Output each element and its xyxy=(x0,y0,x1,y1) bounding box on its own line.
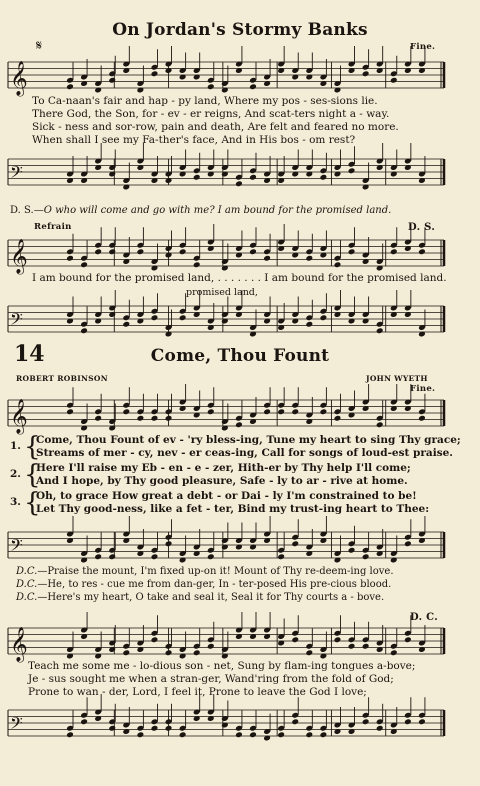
note-icon xyxy=(334,290,342,318)
note-icon xyxy=(66,632,74,660)
refrain-lyric: I am bound for the promised land, . . . . . . . I am bound for the promised land. xyxy=(32,272,447,284)
note-icon xyxy=(80,59,88,87)
note-icon xyxy=(249,310,257,338)
note-icon xyxy=(390,536,398,564)
note-icon xyxy=(235,612,243,640)
note-icon xyxy=(334,240,342,268)
bass-clef-icon: 𝄢 xyxy=(10,309,23,333)
note-icon xyxy=(249,612,257,640)
note-icon xyxy=(320,153,328,181)
note-icon xyxy=(334,536,342,564)
note-icon xyxy=(305,397,313,425)
note-icon xyxy=(94,227,102,255)
note-icon xyxy=(108,290,116,318)
note-icon xyxy=(376,46,384,74)
note-icon xyxy=(66,387,74,415)
note-icon xyxy=(305,150,313,178)
note-icon xyxy=(94,143,102,171)
note-icon xyxy=(151,532,159,560)
note-icon xyxy=(348,622,356,650)
dc-line xyxy=(16,592,384,603)
note-icon xyxy=(66,234,74,262)
note-icon xyxy=(348,146,356,174)
note-icon xyxy=(94,632,102,660)
note-icon xyxy=(277,46,285,74)
brace: { xyxy=(24,432,41,462)
note-icon xyxy=(376,529,384,557)
note-icon xyxy=(221,701,229,729)
note-icon xyxy=(320,231,328,259)
note-icon xyxy=(221,297,229,325)
note-icon xyxy=(235,231,243,259)
note-icon xyxy=(165,46,173,74)
verse-line: Oh, to grace How great a debt - or Dai - ly I'm constrained to be! xyxy=(36,490,417,502)
dc-text: —He, to res - cue me from dan-ger, In - ter-posed His pre-cious blood. xyxy=(37,579,392,590)
verse-number: 3. xyxy=(10,496,21,508)
chorus-line: Teach me some me - lo-dious son - net, Sung by flam-ing tongues a-bove; xyxy=(28,660,416,672)
note-icon xyxy=(376,244,384,272)
note-icon xyxy=(404,290,412,318)
treble-clef-icon: 𝄞 xyxy=(10,61,28,96)
note-icon xyxy=(263,156,271,184)
note-icon xyxy=(320,710,328,738)
note-icon xyxy=(207,224,215,252)
note-icon xyxy=(305,628,313,656)
treble-clef-icon: 𝄞 xyxy=(10,239,28,274)
note-icon xyxy=(193,240,201,268)
note-icon xyxy=(207,303,215,331)
note-icon xyxy=(418,697,426,725)
note-icon xyxy=(277,224,285,252)
note-icon xyxy=(235,400,243,428)
note-icon xyxy=(221,523,229,551)
note-icon xyxy=(362,163,370,191)
refrain-label: Refrain xyxy=(34,222,72,232)
note-icon xyxy=(151,156,159,184)
segno-mark: 𝄋 xyxy=(36,38,43,54)
note-icon xyxy=(362,49,370,77)
verse-line: To Ca-naan's fair and hap - py land, Where my pos - ses-sions lie. xyxy=(32,95,378,107)
verse-number: 1. xyxy=(10,440,21,452)
note-icon xyxy=(221,404,229,432)
note-icon xyxy=(207,532,215,560)
note-icon xyxy=(390,290,398,318)
note-icon xyxy=(348,227,356,255)
music-staff-bass-3 xyxy=(0,528,480,568)
note-icon xyxy=(263,297,271,325)
ds-mark: D. S. xyxy=(408,222,436,233)
note-icon xyxy=(207,62,215,90)
note-icon xyxy=(193,628,201,656)
note-icon xyxy=(291,387,299,415)
verse-line: Come, Thou Fount of ev - 'ry bless-ing, Tune my heart to sing Thy grace; xyxy=(36,434,461,446)
note-icon xyxy=(263,234,271,262)
note-icon xyxy=(376,306,384,334)
note-icon xyxy=(362,622,370,650)
note-icon xyxy=(108,150,116,178)
note-icon xyxy=(137,66,145,94)
note-icon xyxy=(305,53,313,81)
note-icon xyxy=(348,46,356,74)
note-icon xyxy=(263,516,271,544)
note-icon xyxy=(418,310,426,338)
note-icon xyxy=(151,49,159,77)
note-icon xyxy=(137,394,145,422)
dc-line xyxy=(16,566,394,577)
note-icon xyxy=(263,612,271,640)
note-icon xyxy=(179,293,187,321)
note-icon xyxy=(320,59,328,87)
note-icon xyxy=(277,303,285,331)
hymn-number: 14 xyxy=(14,341,45,367)
note-icon xyxy=(179,632,187,660)
note-icon xyxy=(334,66,342,94)
note-icon xyxy=(221,150,229,178)
note-icon xyxy=(94,297,102,325)
note-icon xyxy=(193,153,201,181)
verse-line: Streams of mer - cy, nev - er ceas-ing, Call for songs of loud-est praise. xyxy=(36,447,453,459)
note-icon xyxy=(263,714,271,742)
treble-clef-icon: 𝄞 xyxy=(10,627,28,662)
note-icon xyxy=(207,622,215,650)
note-icon xyxy=(390,56,398,84)
note-icon xyxy=(151,394,159,422)
note-icon xyxy=(334,394,342,422)
note-icon xyxy=(193,391,201,419)
note-icon xyxy=(376,625,384,653)
note-icon xyxy=(221,632,229,660)
ds-text: —O who will come and go with me? I am bound for the promised land. xyxy=(33,205,392,216)
bass-clef-icon: 𝄢 xyxy=(10,713,23,737)
note-icon xyxy=(249,153,257,181)
dc-line xyxy=(16,579,391,590)
note-icon xyxy=(122,628,130,656)
note-icon xyxy=(221,244,229,272)
note-icon xyxy=(418,625,426,653)
note-icon xyxy=(390,384,398,412)
bass-clef-icon: 𝄢 xyxy=(10,535,23,559)
note-icon xyxy=(362,237,370,265)
note-icon xyxy=(80,697,88,725)
verse-line: Here I'll raise my Eb - en - e - zer, Hith-er by Thy help I'll come; xyxy=(36,462,411,474)
ds-prefix: D. S. xyxy=(10,205,34,216)
note-icon xyxy=(404,384,412,412)
note-icon xyxy=(122,237,130,265)
note-icon xyxy=(66,516,74,544)
note-icon xyxy=(404,519,412,547)
note-icon xyxy=(404,615,412,643)
dc-text: —Here's my heart, O take and seal it, Seal it for Thy courts a - bove. xyxy=(37,592,385,603)
note-icon xyxy=(122,707,130,735)
note-icon xyxy=(108,56,116,84)
note-icon xyxy=(122,300,130,328)
chorus-line: Je - sus sought me when a stran-ger, Wand'ring from the fold of God; xyxy=(28,673,394,685)
note-icon xyxy=(221,66,229,94)
note-icon xyxy=(418,394,426,422)
note-icon xyxy=(94,532,102,560)
note-icon xyxy=(390,628,398,656)
note-icon xyxy=(179,710,187,738)
music-staff-treble-1 xyxy=(0,58,480,98)
music-staff-bass-2 xyxy=(0,302,480,342)
note-icon xyxy=(249,710,257,738)
note-icon xyxy=(108,532,116,560)
note-icon xyxy=(404,697,412,725)
author-credit: JOHN WYETH xyxy=(366,374,428,383)
note-icon xyxy=(193,53,201,81)
note-icon xyxy=(277,619,285,647)
note-icon xyxy=(80,404,88,432)
note-icon xyxy=(277,387,285,415)
note-icon xyxy=(179,384,187,412)
note-icon xyxy=(291,231,299,259)
note-icon xyxy=(404,46,412,74)
treble-clef-icon: 𝄞 xyxy=(10,399,28,434)
note-icon xyxy=(277,710,285,738)
dc-prefix: D.C. xyxy=(16,579,38,590)
note-icon xyxy=(235,159,243,187)
note-icon xyxy=(334,615,342,643)
note-icon xyxy=(348,707,356,735)
note-icon xyxy=(376,704,384,732)
note-icon xyxy=(80,240,88,268)
note-icon xyxy=(137,529,145,557)
note-icon xyxy=(348,526,356,554)
note-icon xyxy=(108,625,116,653)
verse-line: Let Thy good-ness, like a fet - ter, Bind my trust-ing heart to Thee: xyxy=(36,503,430,515)
note-icon xyxy=(94,394,102,422)
note-icon xyxy=(80,612,88,640)
note-icon xyxy=(94,66,102,94)
music-staff-bass-1 xyxy=(0,155,480,195)
brace: { xyxy=(24,488,41,518)
note-icon xyxy=(320,293,328,321)
note-icon xyxy=(80,536,88,564)
note-icon xyxy=(122,516,130,544)
note-icon xyxy=(179,53,187,81)
bass-clef-icon: 𝄢 xyxy=(10,162,23,186)
note-icon xyxy=(404,143,412,171)
note-icon xyxy=(207,150,215,178)
note-icon xyxy=(418,516,426,544)
verse-line: Sick - ness and sor-row, pain and death, Are felt and feared no more. xyxy=(32,121,399,133)
note-icon xyxy=(376,400,384,428)
brace: { xyxy=(24,460,41,490)
dc-text: —Praise the mount, I'm fixed up-on it! Mount of Thy re-deem-ing love. xyxy=(37,566,394,577)
note-icon xyxy=(108,227,116,255)
note-icon xyxy=(291,53,299,81)
note-icon xyxy=(108,404,116,432)
note-icon xyxy=(305,234,313,262)
note-icon xyxy=(151,704,159,732)
note-icon xyxy=(348,391,356,419)
fine-mark: Fine. xyxy=(410,42,436,52)
note-icon xyxy=(249,523,257,551)
music-staff-treble-4 xyxy=(0,624,480,664)
note-icon xyxy=(291,297,299,325)
note-icon xyxy=(305,300,313,328)
note-icon xyxy=(263,59,271,87)
note-icon xyxy=(277,156,285,184)
hymn-title: On Jordan's Stormy Banks xyxy=(112,20,368,40)
note-icon xyxy=(137,297,145,325)
verse-number: 2. xyxy=(10,468,21,480)
note-icon xyxy=(122,387,130,415)
note-icon xyxy=(362,532,370,560)
fine-mark: Fine. xyxy=(410,384,436,394)
note-icon xyxy=(207,387,215,415)
note-icon xyxy=(66,156,74,184)
note-icon xyxy=(362,697,370,725)
note-icon xyxy=(305,710,313,738)
note-icon xyxy=(362,297,370,325)
music-staff-treble-3 xyxy=(0,396,480,436)
note-icon xyxy=(334,150,342,178)
note-icon xyxy=(249,62,257,90)
ds-instruction xyxy=(10,205,391,216)
note-icon xyxy=(418,156,426,184)
dc-prefix: D.C. xyxy=(16,592,38,603)
note-icon xyxy=(305,529,313,557)
note-icon xyxy=(137,625,145,653)
note-icon xyxy=(179,150,187,178)
note-icon xyxy=(249,227,257,255)
verse-line: When shall I see my Fa-ther's face, And in His bos - om rest? xyxy=(32,134,356,146)
music-staff-treble-2 xyxy=(0,236,480,276)
note-icon xyxy=(249,397,257,425)
refrain-sub-lyric: promised land, xyxy=(186,287,258,298)
note-icon xyxy=(66,297,74,325)
note-icon xyxy=(291,697,299,725)
note-icon xyxy=(235,710,243,738)
note-icon xyxy=(320,632,328,660)
note-icon xyxy=(193,529,201,557)
note-icon xyxy=(151,293,159,321)
note-icon xyxy=(376,143,384,171)
note-icon xyxy=(390,150,398,178)
hymn-title: Come, Thou Fount xyxy=(150,346,330,366)
note-icon xyxy=(179,227,187,255)
note-icon xyxy=(151,244,159,272)
note-icon xyxy=(291,615,299,643)
note-icon xyxy=(80,306,88,334)
dc-mark: D. C. xyxy=(410,612,439,623)
note-icon xyxy=(390,227,398,255)
note-icon xyxy=(137,710,145,738)
note-icon xyxy=(66,710,74,738)
note-icon xyxy=(122,46,130,74)
note-icon xyxy=(320,387,328,415)
note-icon xyxy=(80,156,88,184)
note-icon xyxy=(291,150,299,178)
note-icon xyxy=(263,387,271,415)
note-icon xyxy=(362,384,370,412)
note-icon xyxy=(348,297,356,325)
note-icon xyxy=(108,704,116,732)
note-icon xyxy=(66,62,74,90)
note-icon xyxy=(235,523,243,551)
composer-credit: ROBERT ROBINSON xyxy=(16,374,108,383)
note-icon xyxy=(291,519,299,547)
note-icon xyxy=(390,707,398,735)
chorus-line: Prone to wan - der, Lord, I feel it, Prone to leave the God I love; xyxy=(28,686,367,698)
note-icon xyxy=(179,536,187,564)
note-icon xyxy=(277,532,285,560)
note-icon xyxy=(122,163,130,191)
note-icon xyxy=(137,227,145,255)
verse-line: And I hope, by Thy good pleasure, Safe - ly to ar - rive at home. xyxy=(36,475,408,487)
note-icon xyxy=(151,615,159,643)
music-staff-bass-4 xyxy=(0,706,480,746)
verse-line: There God, the Son, for - ev - er reigns, And scat-ters night a - way. xyxy=(32,108,390,120)
note-icon xyxy=(334,707,342,735)
note-icon xyxy=(235,46,243,74)
note-icon xyxy=(320,516,328,544)
note-icon xyxy=(137,143,145,171)
dc-prefix: D.C. xyxy=(16,566,38,577)
